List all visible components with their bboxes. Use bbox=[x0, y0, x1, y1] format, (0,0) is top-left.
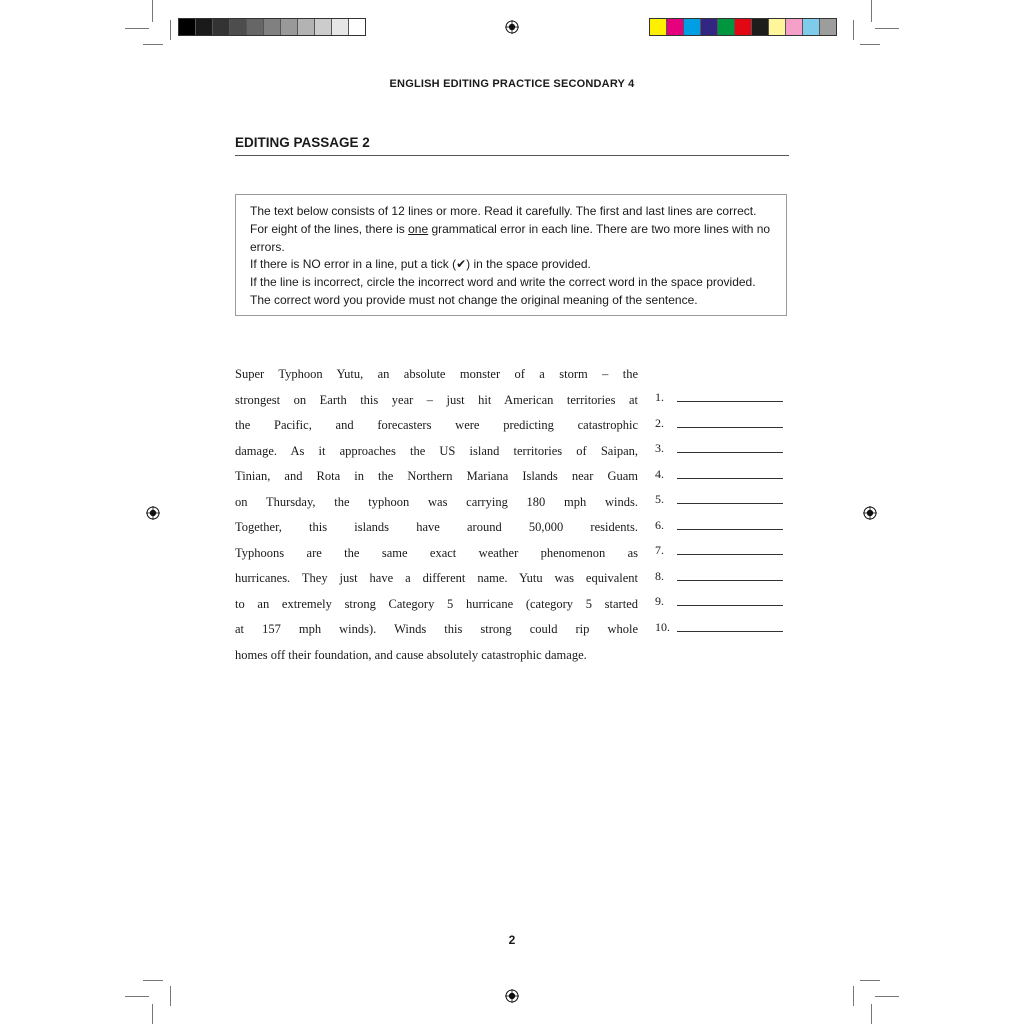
answer-row bbox=[655, 517, 785, 543]
answer-number: 9. bbox=[655, 594, 664, 608]
section-divider bbox=[235, 155, 789, 156]
crop-mark bbox=[875, 28, 899, 29]
answer-blank[interactable] bbox=[677, 631, 783, 632]
answer-blank[interactable] bbox=[677, 478, 783, 479]
answer-blank[interactable] bbox=[677, 554, 783, 555]
answer-blank[interactable] bbox=[677, 452, 783, 453]
grayscale-color-bar bbox=[178, 18, 366, 36]
answer-row bbox=[655, 568, 785, 594]
crop-mark bbox=[871, 0, 872, 22]
color-swatch bbox=[298, 19, 315, 35]
crop-mark bbox=[152, 0, 153, 22]
crop-mark bbox=[860, 44, 880, 45]
section-title: EDITING PASSAGE 2 bbox=[235, 135, 370, 150]
answer-number: 5. bbox=[655, 492, 664, 506]
passage-line: on Thursday, the typhoon was carrying 180 mph winds. bbox=[235, 494, 638, 509]
color-swatch bbox=[247, 19, 264, 35]
crop-mark bbox=[125, 996, 149, 997]
page-number: 2 bbox=[508, 933, 516, 947]
instruction-line: The correct word you provide must not change the original meaning of the sentence. bbox=[250, 292, 698, 307]
color-swatch bbox=[735, 19, 752, 35]
answer-number: 3. bbox=[655, 441, 664, 455]
answer-row bbox=[655, 491, 785, 517]
registration-mark-icon bbox=[146, 506, 160, 520]
crop-mark bbox=[125, 28, 149, 29]
instructions-box bbox=[235, 194, 787, 316]
editing-passage bbox=[235, 364, 638, 670]
color-swatch bbox=[786, 19, 803, 35]
color-swatch bbox=[213, 19, 230, 35]
color-swatch bbox=[315, 19, 332, 35]
passage-line: to an extremely strong Category 5 hurricane (category 5 started bbox=[235, 596, 638, 611]
answer-row bbox=[655, 389, 785, 415]
registration-mark-icon bbox=[505, 989, 519, 1003]
instruction-text: grammatical error in each line. There are two more lines with no errors. bbox=[250, 221, 771, 254]
answer-number: 10. bbox=[655, 619, 670, 634]
color-swatch bbox=[230, 19, 247, 35]
registration-mark-icon bbox=[505, 20, 519, 34]
color-swatch bbox=[264, 19, 281, 35]
color-swatch bbox=[667, 19, 684, 35]
crop-mark bbox=[170, 20, 171, 40]
passage-line: damage. As it approaches the US island territories of Saipan, bbox=[235, 443, 638, 458]
instruction-text: For eight of the lines, there is bbox=[250, 221, 409, 236]
color-swatch bbox=[281, 19, 298, 35]
color-swatch bbox=[179, 19, 196, 35]
answer-blank[interactable] bbox=[677, 580, 783, 581]
process-color-bar bbox=[649, 18, 837, 36]
passage-line: at 157 mph winds). Winds this strong could rip whole bbox=[235, 622, 638, 636]
crop-mark bbox=[875, 996, 899, 997]
crop-mark bbox=[143, 44, 163, 45]
answer-row bbox=[655, 542, 785, 568]
crop-mark bbox=[853, 20, 854, 40]
color-swatch bbox=[650, 19, 667, 35]
instruction-line: If the line is incorrect, circle the incorrect word and write the correct word in the space provided. bbox=[250, 275, 756, 290]
passage-line: hurricanes. They just have a different name. Yutu was equivalent bbox=[235, 571, 638, 585]
passage-line: homes off their foundation, and cause absolutely catastrophic damage. bbox=[235, 647, 587, 662]
crop-mark bbox=[143, 980, 163, 981]
answer-blank[interactable] bbox=[677, 427, 783, 428]
answer-row bbox=[655, 593, 785, 619]
passage-line: Tinian, and Rota in the Northern Mariana Islands near Guam bbox=[235, 469, 638, 483]
registration-mark-icon bbox=[863, 506, 877, 520]
passage-line: the Pacific, and forecasters were predicting catastrophic bbox=[235, 418, 638, 432]
answer-number: 4. bbox=[655, 466, 664, 481]
crop-mark bbox=[152, 1004, 153, 1024]
color-swatch bbox=[701, 19, 718, 35]
answer-number: 2. bbox=[655, 415, 664, 430]
passage-line: strongest on Earth this year – just hit American territories at bbox=[235, 392, 638, 407]
color-swatch bbox=[752, 19, 769, 35]
color-swatch bbox=[718, 19, 735, 35]
crop-mark bbox=[853, 986, 854, 1006]
instruction-line: The text below consists of 12 lines or more. Read it carefully. The first and last lines are correct. bbox=[250, 204, 757, 218]
answer-number: 1. bbox=[655, 390, 664, 404]
crop-mark bbox=[170, 986, 171, 1006]
instruction-line: If there is NO error in a line, put a tick (✔) in the space provided. bbox=[250, 257, 591, 272]
answer-row bbox=[655, 415, 785, 441]
crop-mark bbox=[871, 1004, 872, 1024]
answer-blank[interactable] bbox=[677, 401, 783, 402]
answer-row bbox=[655, 440, 785, 466]
answer-blank[interactable] bbox=[677, 605, 783, 606]
instruction-line bbox=[250, 221, 772, 257]
answer-blank[interactable] bbox=[677, 503, 783, 504]
color-swatch bbox=[684, 19, 701, 35]
answer-row bbox=[655, 619, 785, 645]
color-swatch bbox=[769, 19, 786, 35]
underlined-word: one bbox=[408, 221, 429, 236]
color-swatch bbox=[820, 19, 836, 35]
color-swatch bbox=[332, 19, 349, 35]
passage-line: Together, this islands have around 50,000 residents. bbox=[235, 520, 638, 534]
running-header: ENGLISH EDITING PRACTICE SECONDARY 4 bbox=[389, 78, 635, 90]
answer-blank[interactable] bbox=[677, 529, 783, 530]
color-swatch bbox=[196, 19, 213, 35]
answer-row bbox=[655, 466, 785, 492]
color-swatch bbox=[349, 19, 365, 35]
answer-number: 7. bbox=[655, 543, 664, 557]
answer-number: 8. bbox=[655, 568, 664, 583]
crop-mark bbox=[860, 980, 880, 981]
answer-column bbox=[655, 389, 785, 644]
passage-line: Typhoons are the same exact weather phenomenon as bbox=[235, 545, 638, 560]
color-swatch bbox=[803, 19, 820, 35]
answer-number: 6. bbox=[655, 517, 664, 532]
passage-line: Super Typhoon Yutu, an absolute monster of a storm – the bbox=[235, 367, 638, 381]
